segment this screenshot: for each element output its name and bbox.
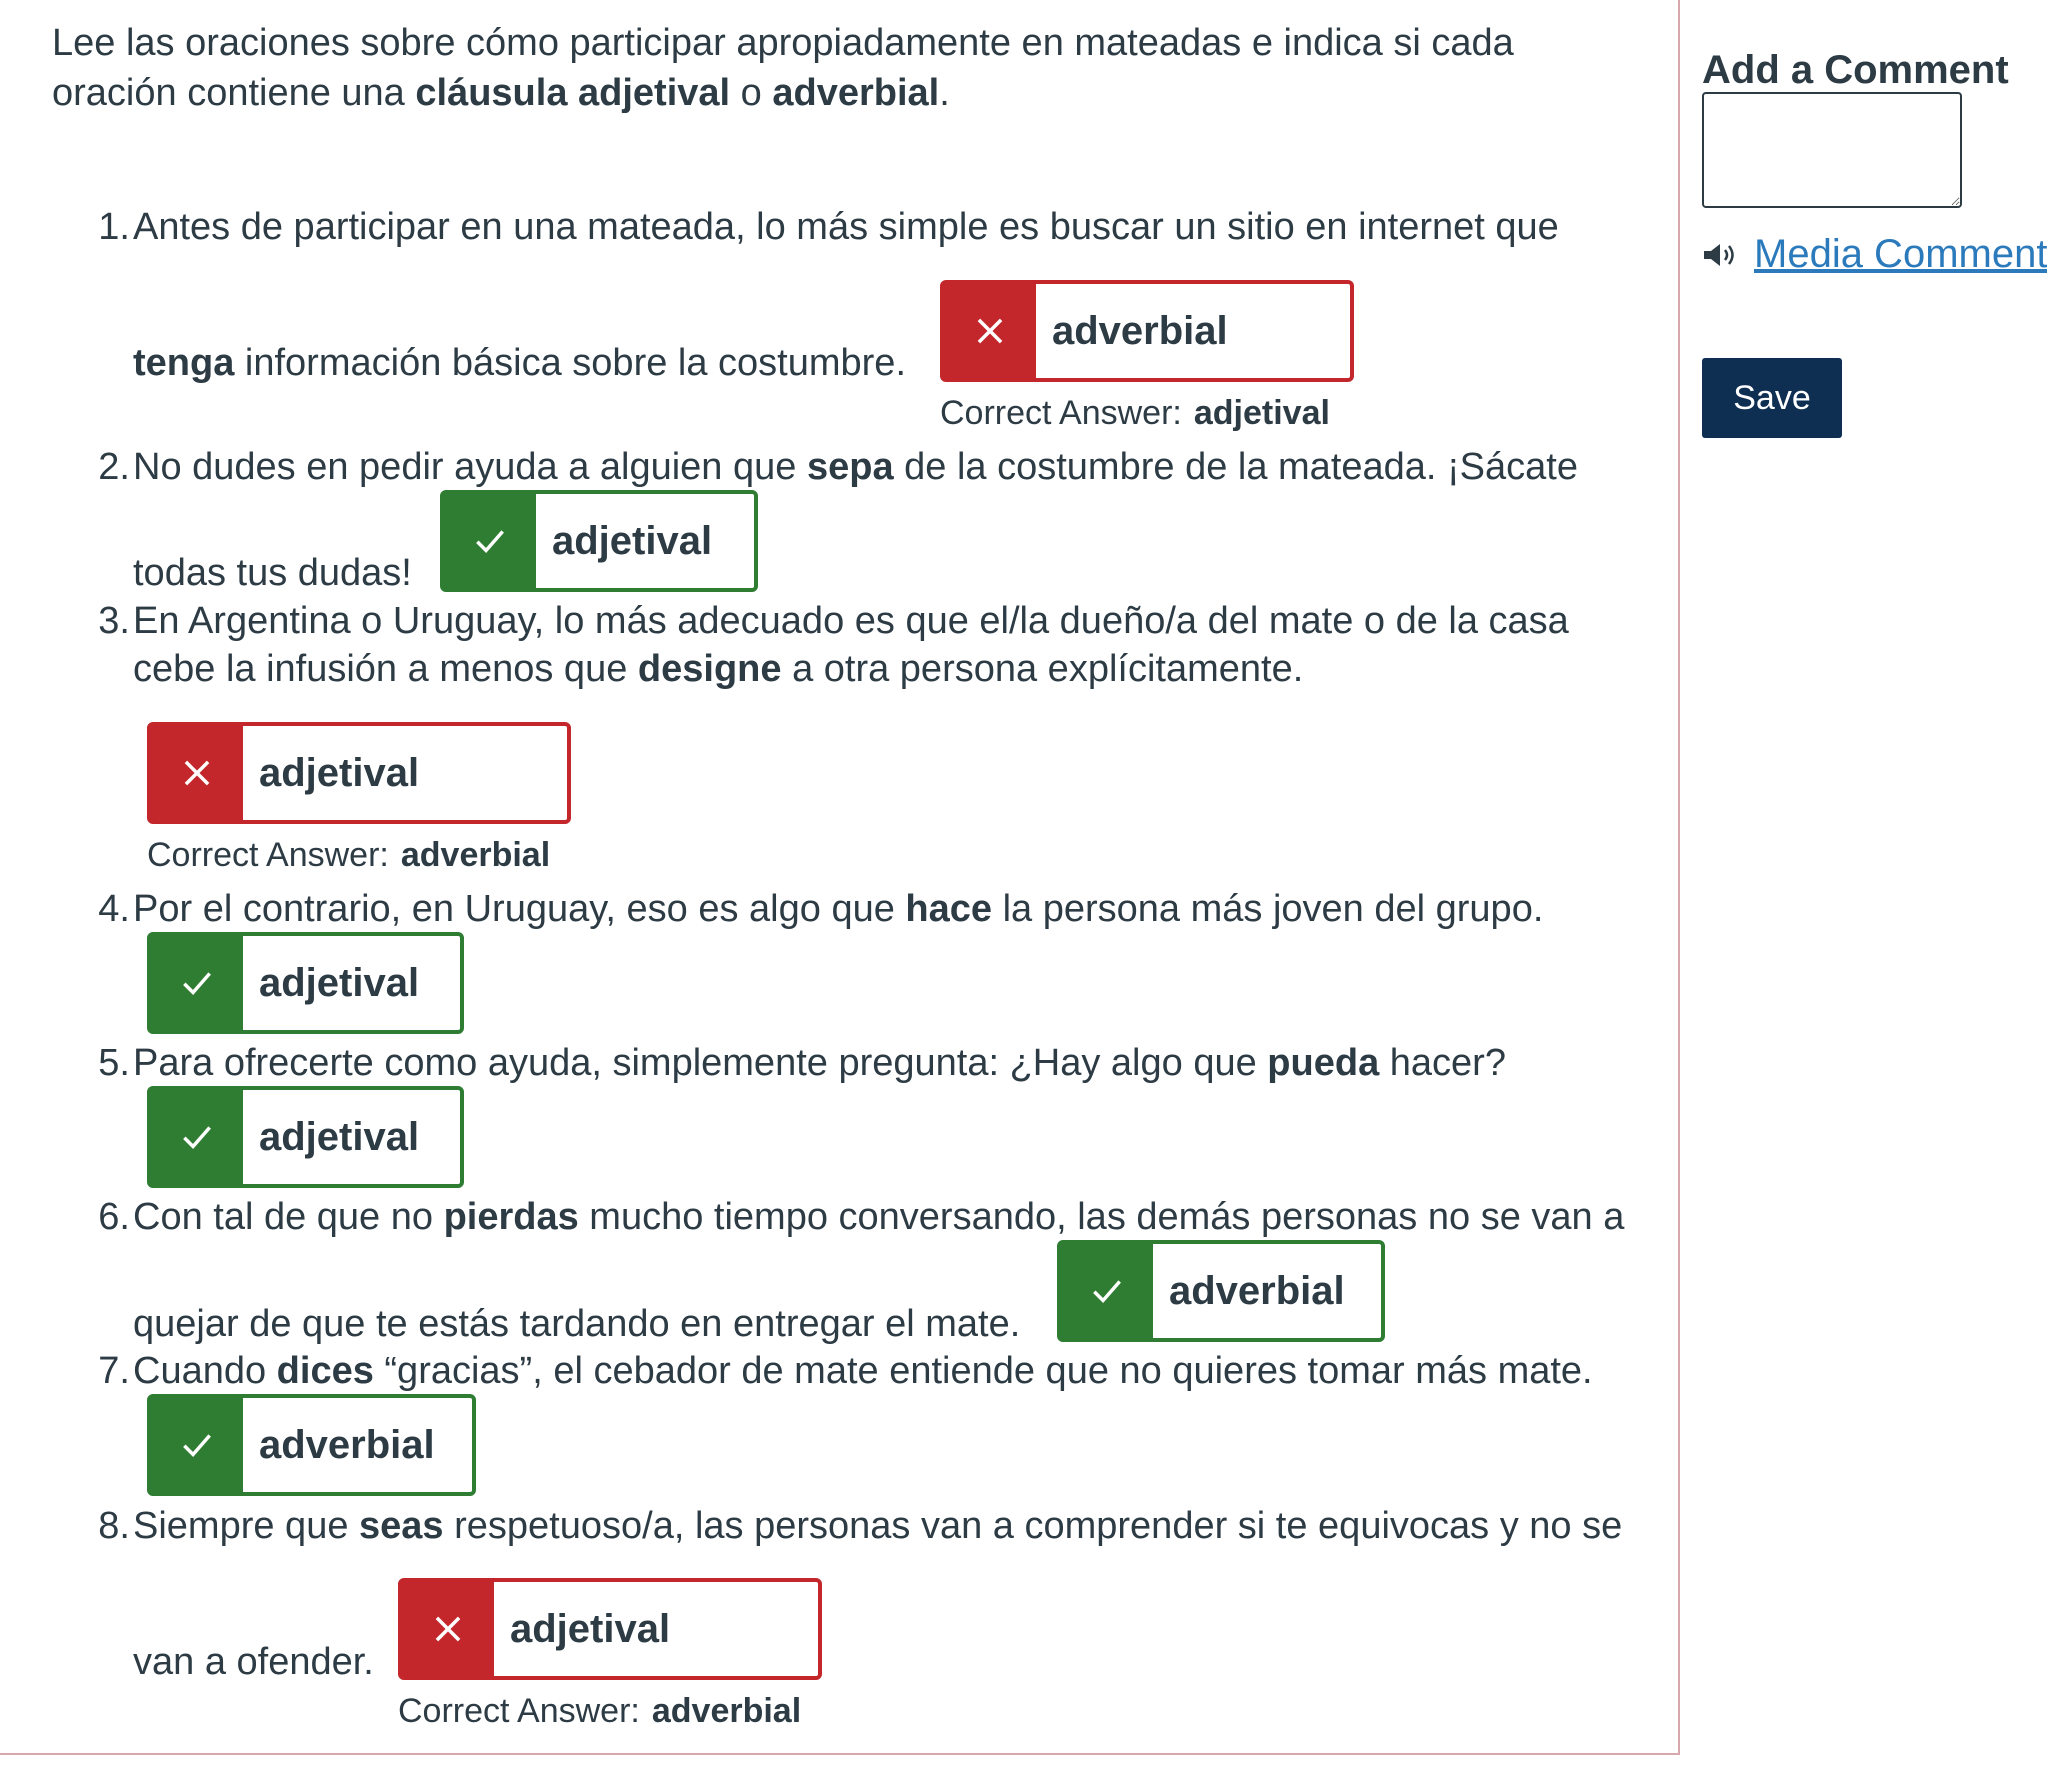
check-icon (151, 1398, 243, 1492)
question-8-number: 8. (98, 1505, 130, 1547)
question-8-answer-value: adjetival (510, 1606, 671, 1651)
add-comment-title: Add a Comment (1702, 48, 2009, 92)
question-1-number: 1. (98, 206, 130, 248)
media-comment-link-row[interactable] (1702, 232, 2047, 277)
question-8-line1 (133, 1502, 1622, 1550)
question-8-text: respetuoso/a, las personas van a comprender si te equivocas y no se (443, 1505, 1623, 1547)
question-5-answer-select[interactable] (147, 1086, 464, 1188)
instructions-bold-adverbial: adverbial (772, 72, 940, 114)
question-7-text: Cuando (133, 1350, 277, 1392)
check-icon (151, 1090, 243, 1184)
question-6-line1 (133, 1193, 1624, 1241)
question-6-verb: pierdas (443, 1196, 579, 1238)
instructions-text: Lee las oraciones sobre cómo participar apropiadamente en mateadas e indica si cada oración contiene una (52, 22, 1514, 114)
question-1-answer-select[interactable] (940, 280, 1354, 382)
question-1-line1: Antes de participar en una mateada, lo más simple es buscar un sitio en internet que (133, 206, 1559, 248)
question-7-line1 (133, 1347, 1593, 1395)
instructions-text: o (730, 72, 773, 114)
comment-sidebar (1682, 0, 2047, 1770)
question-6-text: Con tal de que no (133, 1196, 444, 1238)
question-7-text: “gracias”, el cebador de mate entiende que no quieres tomar más mate. (373, 1350, 1593, 1392)
question-7-number: 7. (98, 1350, 130, 1392)
question-2-text: de la costumbre de la mateada. ¡Sácate (893, 446, 1578, 488)
question-5-verb: pueda (1267, 1042, 1380, 1084)
comment-input[interactable] (1702, 92, 1962, 208)
question-2-line2: todas tus dudas! (133, 552, 412, 594)
question-3-line2 (133, 645, 1303, 693)
question-5-answer-value: adjetival (259, 1114, 420, 1159)
correct-answer-label: Correct Answer: (940, 394, 1182, 432)
question-4-text: la persona más joven del grupo. (992, 888, 1544, 930)
media-comment-link[interactable]: Media Comment (1754, 232, 2047, 276)
correct-answer-label: Correct Answer: (398, 1692, 640, 1730)
question-3-text: a otra persona explícitamente. (781, 648, 1304, 690)
question-4-number: 4. (98, 888, 130, 930)
correct-answer-label: Correct Answer: (147, 836, 389, 874)
question-8-text: Siempre que (133, 1505, 360, 1547)
check-icon (444, 494, 536, 588)
question-4-answer-value: adjetival (259, 960, 420, 1005)
question-5-text: Para ofrecerte como ayuda, simplemente pregunta: ¿Hay algo que (133, 1042, 1268, 1084)
question-6-text: mucho tiempo conversando, las demás personas no se van a (578, 1196, 1625, 1238)
question-2-verb: sepa (806, 446, 894, 488)
question-6-answer-select[interactable] (1057, 1240, 1385, 1342)
question-3-answer-value: adjetival (259, 750, 420, 795)
question-6-number: 6. (98, 1196, 130, 1238)
question-3-correct-answer (147, 835, 550, 875)
question-7-verb: dices (276, 1350, 374, 1392)
question-4-text: Por el contrario, en Uruguay, eso es algo que (133, 888, 906, 930)
check-icon (151, 936, 243, 1030)
speaker-icon (1702, 240, 1740, 270)
question-1-line2 (133, 339, 906, 387)
question-5-number: 5. (98, 1042, 130, 1084)
check-icon (1061, 1244, 1153, 1338)
save-button[interactable]: Save (1702, 358, 1842, 438)
question-8-answer-select[interactable] (398, 1578, 822, 1680)
x-icon (402, 1582, 494, 1676)
question-8-correct-answer (398, 1691, 801, 1731)
instructions-bold-adjetival: cláusula adjetival (415, 72, 731, 114)
question-3-verb: designe (637, 648, 782, 690)
question-7-answer-value: adverbial (259, 1422, 435, 1467)
question-1-correct-answer (940, 393, 1330, 433)
question-4-answer-select[interactable] (147, 932, 464, 1034)
question-6-line2: quejar de que te estás tardando en entregar el mate. (133, 1303, 1021, 1345)
question-6-answer-value: adverbial (1169, 1268, 1345, 1313)
question-2-answer-select[interactable] (440, 490, 758, 592)
question-3-correct-value: adverbial (400, 836, 551, 874)
question-1-line2-text: información básica sobre la costumbre. (234, 342, 907, 384)
question-3-line1: En Argentina o Uruguay, lo más adecuado es que el/la dueño/a del mate o de la casa (133, 600, 1569, 642)
question-3-answer-select[interactable] (147, 722, 571, 824)
question-2-answer-value: adjetival (552, 518, 713, 563)
question-8-line2: van a ofender. (133, 1641, 374, 1683)
x-icon (944, 284, 1036, 378)
question-4-verb: hace (905, 888, 993, 930)
question-3-number: 3. (98, 600, 130, 642)
question-5-line1 (133, 1039, 1506, 1087)
question-3-text: cebe la infusión a menos que (133, 648, 638, 690)
question-2-line1 (133, 443, 1578, 491)
question-4-line1 (133, 885, 1543, 933)
question-1-verb: tenga (133, 342, 235, 384)
question-1-correct-value: adjetival (1193, 394, 1330, 432)
question-7-answer-select[interactable] (147, 1394, 476, 1496)
question-5-text: hacer? (1379, 1042, 1506, 1084)
x-icon (151, 726, 243, 820)
instructions (52, 18, 1612, 118)
instructions-text: . (939, 72, 950, 114)
question-2-number: 2. (98, 446, 130, 488)
question-2-text: No dudes en pedir ayuda a alguien que (133, 446, 807, 488)
question-8-correct-value: adverbial (651, 1692, 802, 1730)
question-8-verb: seas (359, 1505, 444, 1547)
question-1-answer-value: adverbial (1052, 308, 1228, 353)
